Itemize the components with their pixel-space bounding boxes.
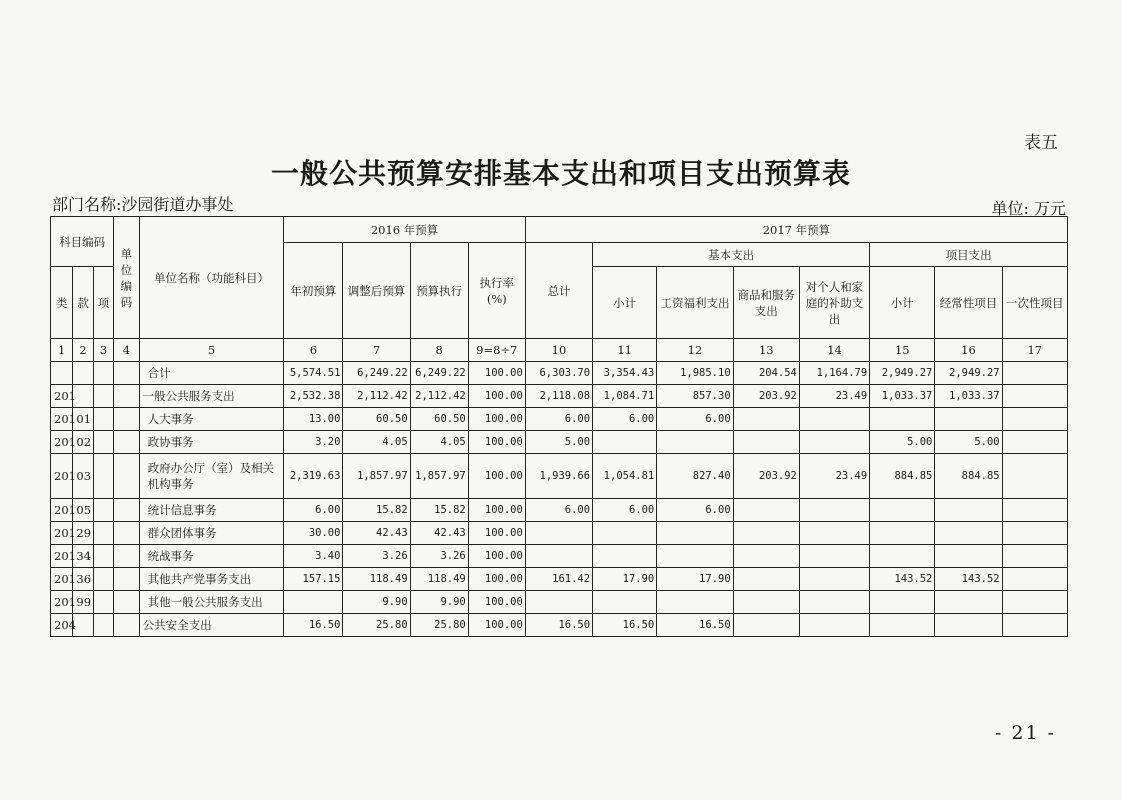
cell-section: 02 [73,431,93,454]
table-row [51,614,1068,637]
cell-section: 99 [73,591,93,614]
cell-c7: 60.50 [343,408,410,431]
column-number: 13 [733,339,799,362]
cell-c9: 100.00 [468,545,525,568]
cell-item [93,568,113,591]
cell-section: 05 [73,499,93,522]
cell-c10: 1,939.66 [525,454,592,499]
header-basic-subtotal: 小计 [593,267,657,339]
cell-c6: 6.00 [284,499,343,522]
cell-unit-name: 一般公共服务支出 [139,385,284,408]
header-total: 总计 [525,243,592,339]
cell-c17 [1002,499,1067,522]
cell-c10 [525,545,592,568]
cell-c9: 100.00 [468,522,525,545]
cell-c11 [593,545,657,568]
department-name: 部门名称:沙园街道办事处 [52,195,234,214]
cell-section [73,614,93,637]
cell-item [93,522,113,545]
header-unit-name: 单位名称（功能科目） [139,217,284,339]
header-one-time-project: 一次性项目 [1002,267,1067,339]
cell-c7: 118.49 [343,568,410,591]
table-row [51,408,1068,431]
cell-unit-code [114,362,139,385]
cell-c8: 3.26 [410,545,468,568]
cell-c15: 884.85 [870,454,935,499]
cell-unit-code [114,385,139,408]
cell-c7: 15.82 [343,499,410,522]
cell-cat: 201 [51,522,73,545]
cell-c17 [1002,408,1067,431]
table-row [51,522,1068,545]
cell-c13 [733,431,799,454]
cell-c13: 203.92 [733,385,799,408]
header-recurring-project: 经常性项目 [935,267,1002,339]
header-basic-expenditure: 基本支出 [593,243,870,267]
cell-unit-name: 统战事务 [139,545,284,568]
cell-c10: 6,303.70 [525,362,592,385]
cell-c10: 16.50 [525,614,592,637]
cell-c8: 42.43 [410,522,468,545]
cell-c6: 2,532.38 [284,385,343,408]
cell-c10: 2,118.08 [525,385,592,408]
cell-c14 [799,591,869,614]
cell-c11: 6.00 [593,408,657,431]
cell-c10 [525,522,592,545]
header-project-expenditure: 项目支出 [870,243,1068,267]
cell-cat: 201 [51,568,73,591]
cell-item [93,431,113,454]
cell-c13 [733,522,799,545]
cell-cat: 201 [51,385,73,408]
cell-section: 29 [73,522,93,545]
header-project-subtotal: 小计 [870,267,935,339]
table-row [51,431,1068,454]
cell-c14 [799,545,869,568]
cell-c14 [799,499,869,522]
sheet-number: 表五 [1024,133,1058,153]
cell-unit-code [114,614,139,637]
cell-c11: 3,354.43 [593,362,657,385]
cell-item [93,408,113,431]
cell-c7: 1,857.97 [343,454,410,499]
cell-c15 [870,614,935,637]
cell-c13 [733,568,799,591]
header-exec-rate: 执行率(%) [468,243,525,339]
cell-c8: 6,249.22 [410,362,468,385]
table-row [51,545,1068,568]
cell-c17 [1002,362,1067,385]
cell-c7: 4.05 [343,431,410,454]
cell-c15: 5.00 [870,431,935,454]
column-number-row [51,339,1068,362]
cell-c13 [733,408,799,431]
cell-c12 [657,545,733,568]
page-number: - 21 - [994,722,1056,744]
cell-c10: 6.00 [525,408,592,431]
cell-cat: 201 [51,499,73,522]
header-adjusted-budget: 调整后预算 [343,243,410,339]
table-row [51,454,1068,499]
cell-c7: 25.80 [343,614,410,637]
cell-c6: 30.00 [284,522,343,545]
cell-c17 [1002,522,1067,545]
header-item: 项 [93,267,113,339]
cell-c7: 9.90 [343,591,410,614]
column-number: 4 [114,339,139,362]
cell-item [93,385,113,408]
cell-c11 [593,431,657,454]
cell-section: 03 [73,454,93,499]
cell-c6: 3.20 [284,431,343,454]
cell-item [93,545,113,568]
cell-c15 [870,522,935,545]
cell-unit-name: 统计信息事务 [139,499,284,522]
header-budget-2017: 2017 年预算 [525,217,1067,243]
cell-c6: 2,319.63 [284,454,343,499]
cell-c10: 161.42 [525,568,592,591]
header-initial-budget: 年初预算 [284,243,343,339]
cell-c7: 6,249.22 [343,362,410,385]
cell-c11 [593,591,657,614]
table-row [51,568,1068,591]
cell-c13 [733,614,799,637]
cell-item [93,614,113,637]
cell-c15 [870,499,935,522]
cell-c15 [870,408,935,431]
cell-c17 [1002,385,1067,408]
cell-c12: 827.40 [657,454,733,499]
page-title: 一般公共预算安排基本支出和项目支出预算表 [270,157,851,190]
cell-c16: 2,949.27 [935,362,1002,385]
column-number: 6 [284,339,343,362]
cell-c10: 6.00 [525,499,592,522]
cell-section: 01 [73,408,93,431]
column-number: 17 [1002,339,1067,362]
cell-c9: 100.00 [468,614,525,637]
cell-c9: 100.00 [468,454,525,499]
cell-unit-code [114,499,139,522]
cell-item [93,454,113,499]
cell-c10: 5.00 [525,431,592,454]
column-number: 16 [935,339,1002,362]
cell-c14: 1,164.79 [799,362,869,385]
cell-c15 [870,591,935,614]
cell-c8: 4.05 [410,431,468,454]
cell-unit-name: 政府办公厅（室）及相关机构事务 [139,454,284,499]
cell-c12: 1,985.10 [657,362,733,385]
header-section: 款 [73,267,93,339]
cell-c13: 204.54 [733,362,799,385]
cell-c14 [799,568,869,591]
cell-c17 [1002,591,1067,614]
cell-c9: 100.00 [468,499,525,522]
cell-c14 [799,522,869,545]
header-subject-code: 科目编码 [51,217,114,267]
header-unit-code: 单位编码 [114,217,139,339]
cell-cat: 201 [51,454,73,499]
cell-c17 [1002,545,1067,568]
cell-unit-code [114,591,139,614]
cell-cat: 201 [51,591,73,614]
cell-unit-name: 群众团体事务 [139,522,284,545]
cell-c8: 60.50 [410,408,468,431]
cell-c15: 1,033.37 [870,385,935,408]
cell-c15 [870,545,935,568]
cell-c14 [799,408,869,431]
cell-c6: 5,574.51 [284,362,343,385]
cell-c13 [733,499,799,522]
cell-c11: 16.50 [593,614,657,637]
cell-c8: 9.90 [410,591,468,614]
cell-c16 [935,499,1002,522]
cell-c9: 100.00 [468,568,525,591]
column-number: 3 [93,339,113,362]
cell-c16 [935,591,1002,614]
column-number: 7 [343,339,410,362]
cell-c9: 100.00 [468,385,525,408]
cell-c8: 118.49 [410,568,468,591]
column-number: 10 [525,339,592,362]
cell-c14 [799,614,869,637]
cell-unit-name: 公共安全支出 [139,614,284,637]
cell-unit-code [114,454,139,499]
header-personal-family-subsidy: 对个人和家庭的补助支出 [799,267,869,339]
cell-c16 [935,614,1002,637]
cell-c12: 6.00 [657,408,733,431]
budget-table [50,216,1068,637]
cell-unit-name: 人大事务 [139,408,284,431]
cell-c16: 884.85 [935,454,1002,499]
cell-cat [51,362,73,385]
table-row [51,385,1068,408]
cell-c16 [935,545,1002,568]
cell-unit-code [114,568,139,591]
cell-c16: 5.00 [935,431,1002,454]
column-number: 8 [410,339,468,362]
cell-c9: 100.00 [468,431,525,454]
cell-c13 [733,545,799,568]
cell-unit-code [114,522,139,545]
table-row [51,591,1068,614]
cell-section: 34 [73,545,93,568]
cell-c11: 17.90 [593,568,657,591]
cell-item [93,499,113,522]
cell-unit-name: 政协事务 [139,431,284,454]
cell-c17 [1002,614,1067,637]
cell-c7: 42.43 [343,522,410,545]
cell-c8: 25.80 [410,614,468,637]
column-number: 5 [139,339,284,362]
cell-c9: 100.00 [468,408,525,431]
cell-c7: 2,112.42 [343,385,410,408]
cell-c16 [935,408,1002,431]
header-budget-2016: 2016 年预算 [284,217,526,243]
cell-c9: 100.00 [468,591,525,614]
column-number: 12 [657,339,733,362]
cell-c6: 13.00 [284,408,343,431]
column-number: 11 [593,339,657,362]
cell-c13: 203.92 [733,454,799,499]
cell-c12 [657,591,733,614]
cell-c11: 1,084.71 [593,385,657,408]
cell-c8: 2,112.42 [410,385,468,408]
cell-c6 [284,591,343,614]
cell-c12: 17.90 [657,568,733,591]
cell-cat: 201 [51,408,73,431]
cell-c9: 100.00 [468,362,525,385]
cell-c16 [935,522,1002,545]
cell-c17 [1002,454,1067,499]
cell-section: 36 [73,568,93,591]
cell-c11 [593,522,657,545]
cell-unit-code [114,545,139,568]
cell-c12: 16.50 [657,614,733,637]
cell-c6: 16.50 [284,614,343,637]
cell-c10 [525,591,592,614]
cell-cat: 201 [51,545,73,568]
cell-c13 [733,591,799,614]
table-row [51,362,1068,385]
header-wages-welfare: 工资福利支出 [657,267,733,339]
cell-c11: 6.00 [593,499,657,522]
cell-c14: 23.49 [799,454,869,499]
cell-item [93,362,113,385]
cell-cat: 201 [51,431,73,454]
column-number: 2 [73,339,93,362]
cell-c16: 143.52 [935,568,1002,591]
cell-c17 [1002,431,1067,454]
header-budget-executed: 预算执行 [410,243,468,339]
cell-c15: 143.52 [870,568,935,591]
cell-c12 [657,522,733,545]
cell-c6: 3.40 [284,545,343,568]
cell-item [93,591,113,614]
column-number: 14 [799,339,869,362]
header-goods-services: 商品和服务支出 [733,267,799,339]
cell-c8: 1,857.97 [410,454,468,499]
cell-c12: 6.00 [657,499,733,522]
cell-c14 [799,431,869,454]
cell-c17 [1002,568,1067,591]
cell-section [73,362,93,385]
cell-section [73,385,93,408]
cell-c15: 2,949.27 [870,362,935,385]
cell-c12 [657,431,733,454]
cell-unit-code [114,431,139,454]
cell-c16: 1,033.37 [935,385,1002,408]
header-cat: 类 [51,267,73,339]
cell-unit-name: 其他一般公共服务支出 [139,591,284,614]
column-number: 9=8÷7 [468,339,525,362]
column-number: 1 [51,339,73,362]
cell-c8: 15.82 [410,499,468,522]
unit-label: 单位: 万元 [991,199,1066,218]
cell-c6: 157.15 [284,568,343,591]
cell-c11: 1,054.81 [593,454,657,499]
cell-unit-code [114,408,139,431]
column-number: 15 [870,339,935,362]
cell-cat: 204 [51,614,73,637]
table-row [51,499,1068,522]
cell-c14: 23.49 [799,385,869,408]
cell-unit-name: 其他共产党事务支出 [139,568,284,591]
cell-c7: 3.26 [343,545,410,568]
cell-c12: 857.30 [657,385,733,408]
cell-unit-name: 合计 [139,362,284,385]
